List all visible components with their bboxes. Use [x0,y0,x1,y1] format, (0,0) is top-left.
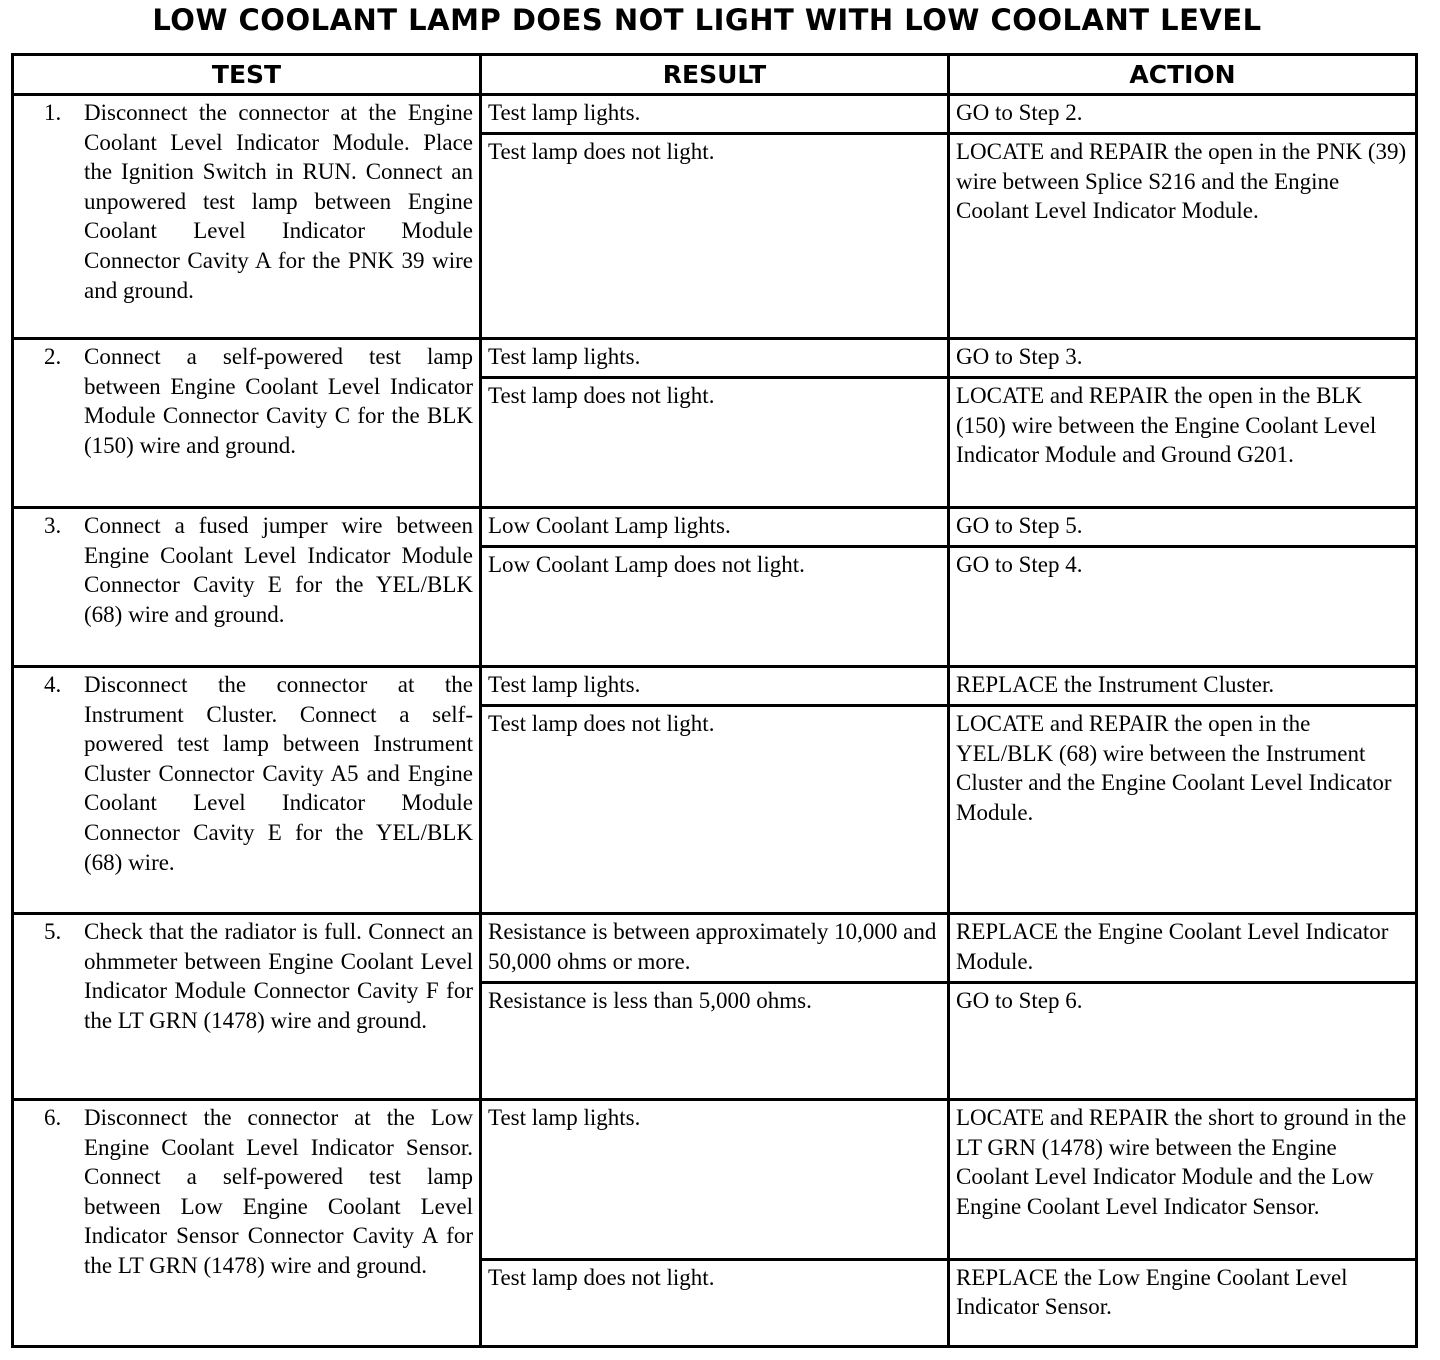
step-row [13,508,1417,547]
test-cell [13,508,481,667]
test-text: Disconnect the connector at the Instrument Cluster. Connect a self-powered test lamp between Instrument Cluster Connector Cavity A5 and Engine Coolant Level Indicator Module Connector Cavity E for the YEL/BLK (68) wire. [84,672,473,875]
result-cell: Low Coolant Lamp lights. [481,508,949,547]
result-column-header: RESULT [481,55,949,95]
step-number: 3. [44,513,62,538]
result-cell: Test lamp does not light. [481,1259,949,1346]
test-text: Connect a fused jumper wire between Engine Coolant Level Indicator Module Connector Cavity E for the YEL/BLK (68) wire and ground. [84,513,473,627]
action-cell: REPLACE the Engine Coolant Level Indicator Module. [949,914,1417,983]
page-title: LOW COOLANT LAMP DOES NOT LIGHT WITH LOW COOLANT LEVEL [152,3,1262,37]
result-cell: Resistance is between approximately 10,000 and 50,000 ohms or more. [481,914,949,983]
result-cell: Resistance is less than 5,000 ohms. [481,983,949,1100]
result-cell: Test lamp does not light. [481,706,949,914]
action-cell: GO to Step 5. [949,508,1417,547]
step-number: 6. [44,1105,62,1130]
test-cell [13,1100,481,1347]
test-cell [13,339,481,508]
test-column-header: TEST [13,55,481,95]
header-row [13,55,1417,95]
action-cell: LOCATE and REPAIR the open in the BLK (150) wire between the Engine Coolant Level Indicator Module and Ground G201. [949,378,1417,508]
test-text: Disconnect the connector at the Low Engine Coolant Level Indicator Sensor. Connect a self-powered test lamp between Low Engine Coolant Level Indicator Sensor Connector Cavity A for the LT GRN (1478) wire and ground. [84,1105,473,1278]
action-cell: REPLACE the Low Engine Coolant Level Indicator Sensor. [949,1259,1417,1346]
action-cell: REPLACE the Instrument Cluster. [949,667,1417,706]
action-cell: LOCATE and REPAIR the open in the PNK (39) wire between Splice S216 and the Engine Coolant Level Indicator Module. [949,134,1417,339]
result-cell: Low Coolant Lamp does not light. [481,547,949,667]
step-number: 4. [44,672,62,697]
test-text: Connect a self-powered test lamp between Engine Coolant Level Indicator Module Connector Cavity C for the BLK (150) wire and ground. [84,344,473,458]
result-cell: Test lamp does not light. [481,134,949,339]
action-cell: GO to Step 6. [949,983,1417,1100]
test-text: Disconnect the connector at the Engine Coolant Level Indicator Module. Place the Ignition Switch in RUN. Connect an unpowered test lamp between Engine Coolant Level Indicator Module Connector Cavity A for the PNK 39 wire and ground. [84,100,473,303]
step-number: 1. [44,100,62,125]
result-cell: Test lamp lights. [481,667,949,706]
test-cell [13,914,481,1100]
step-row [13,95,1417,134]
step-row [13,339,1417,378]
action-cell: GO to Step 3. [949,339,1417,378]
step-number: 5. [44,919,62,944]
action-cell: LOCATE and REPAIR the open in the YEL/BLK (68) wire between the Instrument Cluster and the Engine Coolant Level Indicator Module. [949,706,1417,914]
result-cell: Test lamp lights. [481,339,949,378]
action-cell: GO to Step 4. [949,547,1417,667]
step-row [13,1100,1417,1260]
step-row [13,914,1417,983]
result-cell: Test lamp does not light. [481,378,949,508]
step-row [13,667,1417,706]
step-number: 2. [44,344,62,369]
test-cell [13,95,481,339]
test-cell [13,667,481,914]
result-cell: Test lamp lights. [481,1100,949,1260]
action-cell: LOCATE and REPAIR the short to ground in the LT GRN (1478) wire between the Engine Coolant Level Indicator Module and the Low Engine Coolant Level Indicator Sensor. [949,1100,1417,1260]
action-column-header: ACTION [949,55,1417,95]
test-text: Check that the radiator is full. Connect an ohmmeter between Engine Coolant Level Indicator Module Connector Cavity F for the LT GRN (1478) wire and ground. [84,919,473,1033]
result-cell: Test lamp lights. [481,95,949,134]
diagnostic-table [11,53,1418,1348]
action-cell: GO to Step 2. [949,95,1417,134]
